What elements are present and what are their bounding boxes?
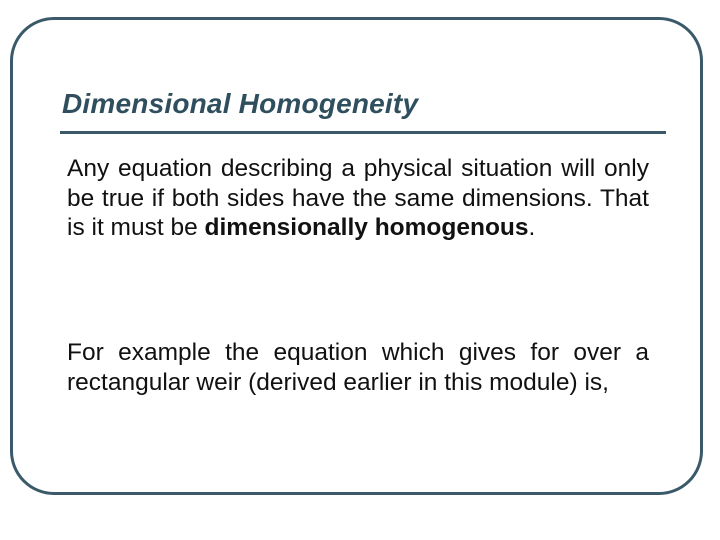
paragraph-period: . bbox=[528, 214, 536, 241]
paragraph-homogeneity bbox=[67, 154, 649, 243]
bold-term: dimensionally homogenous bbox=[204, 214, 529, 241]
paragraph-text: Any equation describing a physical situation will only be true if both sides have the same dimensions. That is it must be bbox=[67, 155, 649, 241]
paragraph-example: For example the equation which gives for over a rectangular weir (derived earlier in this module) is, bbox=[67, 339, 649, 396]
title-underline bbox=[60, 131, 666, 134]
slide-title: Dimensional Homogeneity bbox=[62, 88, 419, 119]
